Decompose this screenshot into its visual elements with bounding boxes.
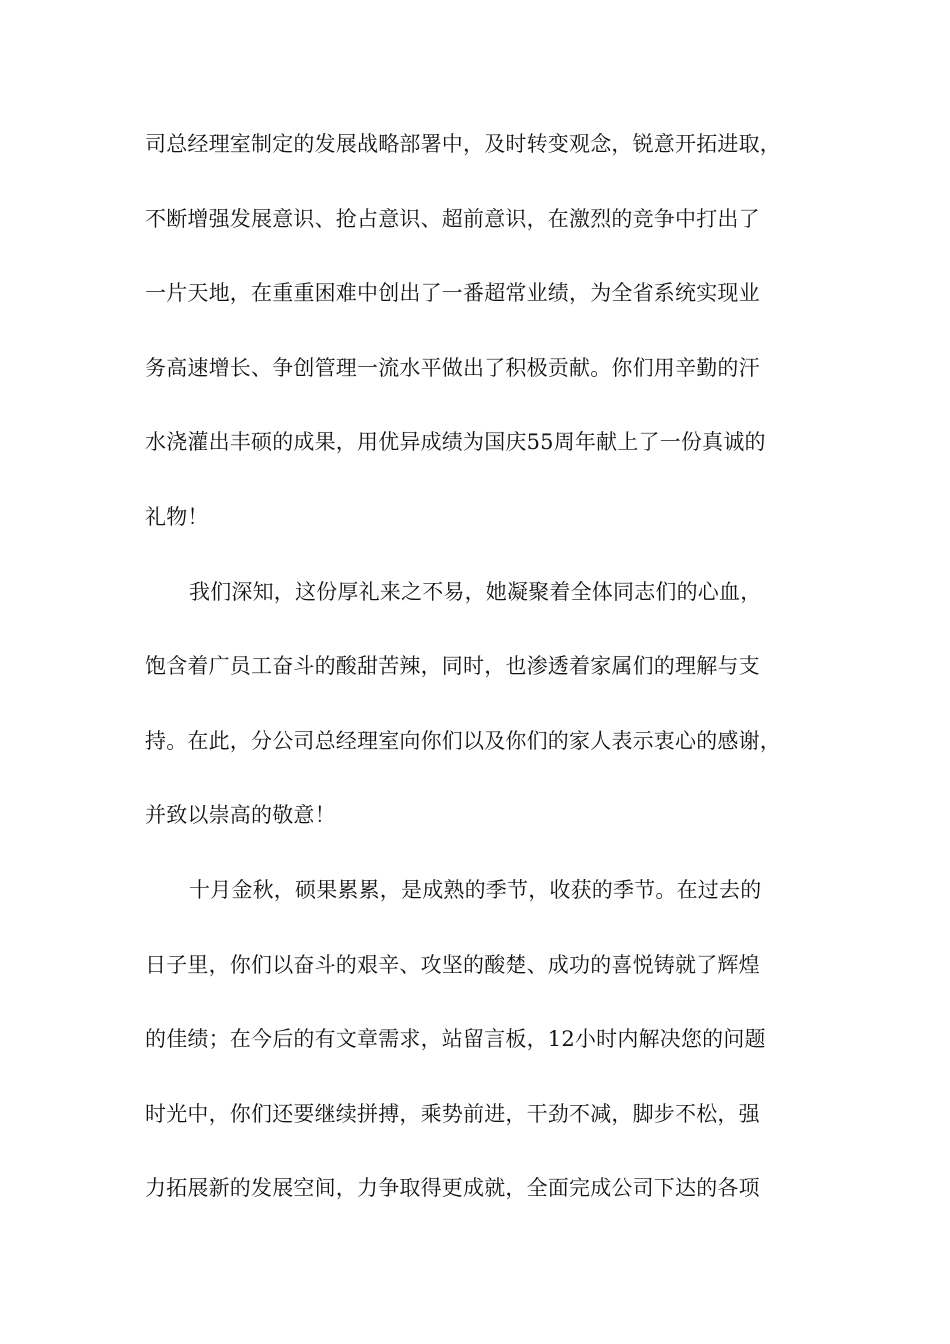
- body-text: [145, 120, 825, 1239]
- text-line: 司总经理室制定的发展战略部署中，及时转变观念，锐意开拓进取，: [145, 132, 781, 156]
- text-line: 不断增强发展意识、抢占意识、超前意识，在激烈的竞争中打出了: [145, 206, 760, 231]
- text-line: 并致以崇高的敬意！: [145, 803, 336, 828]
- text-line: 的佳绩；在今后的有文章需求，站留言板，12小时内解决您的问题: [145, 1027, 766, 1052]
- text-line: 礼物！: [145, 504, 209, 529]
- text-line: 饱含着广员工奋斗的酸甜苦辣，同时，也渗透着家属们的理解与支: [145, 654, 760, 679]
- text-line: 务高速增长、争创管理一流水平做出了积极贡献。你们用辛勤的汗: [145, 355, 760, 380]
- text-line: 日子里，你们以奋斗的艰辛、攻坚的酸楚、成功的喜悦铸就了辉煌: [145, 952, 760, 977]
- paragraph-start-line: 十月金秋，硕果累累，是成熟的季节，收获的季节。在过去的: [189, 877, 762, 902]
- text-line: 力拓展新的发展空间，力争取得更成就，全面完成公司下达的各项: [145, 1176, 760, 1201]
- text-line: 水浇灌出丰硕的成果，用优异成绩为国庆55周年献上了一份真诚的: [145, 430, 766, 455]
- text-line: 时光中，你们还要继续拼搏，乘势前进，干劲不减，脚步不松，强: [145, 1101, 760, 1126]
- text-line: 持。在此，分公司总经理室向你们以及你们的家人表示衷心的感谢，: [145, 728, 781, 753]
- paragraph-start-line: 我们深知，这份厚礼来之不易，她凝聚着全体同志们的心血，: [189, 579, 762, 604]
- text-line: 一片天地，在重重困难中创出了一番超常业绩，为全省系统实现业: [145, 281, 760, 306]
